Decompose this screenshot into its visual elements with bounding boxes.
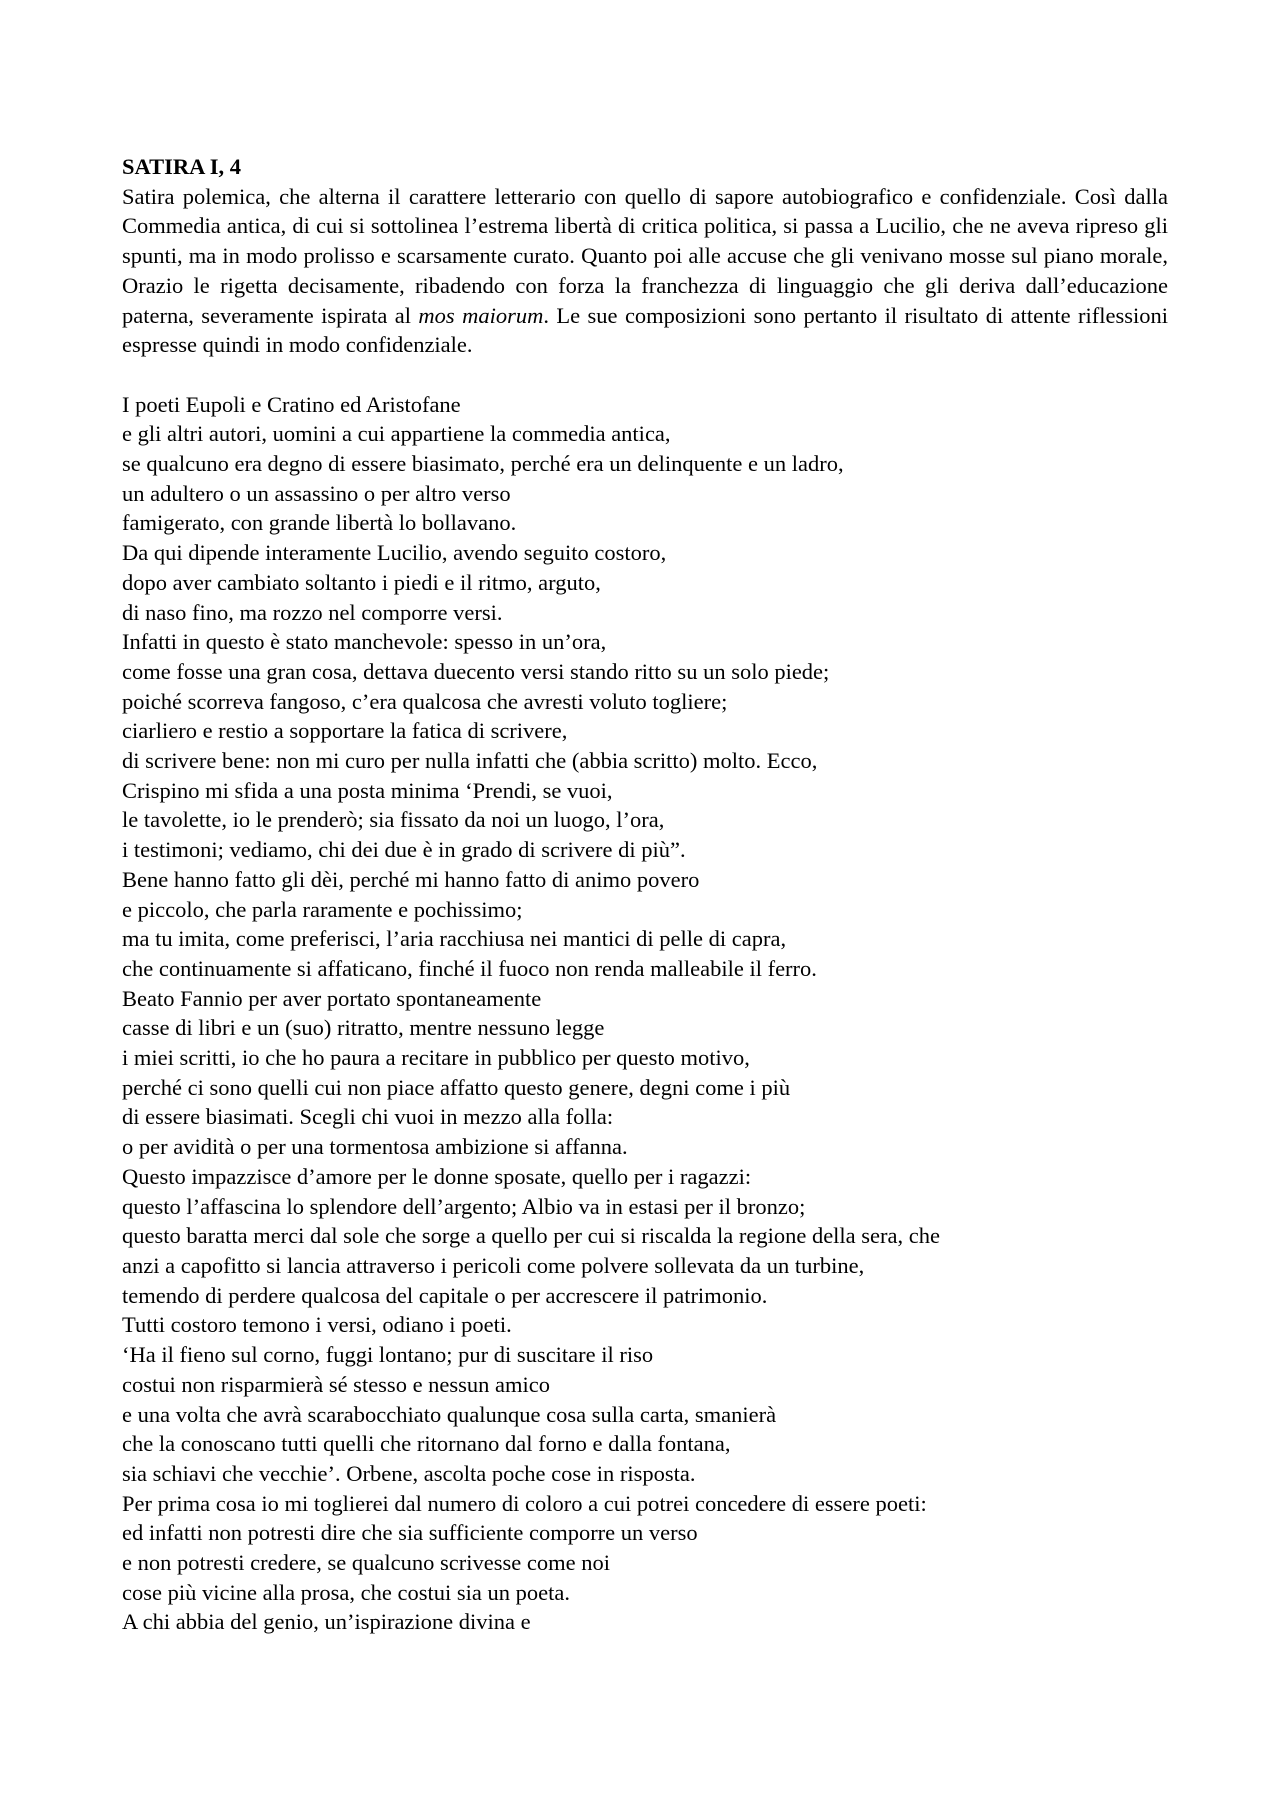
intro-paragraph [122,182,1168,360]
verse-translation [122,390,1168,1638]
verse-line: casse di libri e un (suo) ritratto, mentre nessuno legge [122,1015,605,1041]
verse-line: Tutti costoro temono i versi, odiano i poeti. [122,1312,512,1338]
verse-line: famigerato, con grande libertà lo bollavano. [122,510,517,536]
verse-line: Da qui dipende interamente Lucilio, avendo seguito costoro, [122,540,667,566]
verse-line: ma tu imita, come preferisci, l’aria racchiusa nei mantici di pelle di capra, [122,926,787,952]
verse-line: ciarliero e restio a sopportare la fatica di scrivere, [122,718,568,744]
verse-line: sia schiavi che vecchie’. Orbene, ascolta poche cose in risposta. [122,1460,696,1486]
verse-line: ed infatti non potresti dire che sia sufficiente comporre un verso [122,1520,698,1546]
verse-line: i miei scritti, io che ho paura a recitare in pubblico per questo motivo, [122,1045,750,1071]
paragraph-spacer [122,360,1168,390]
document-page [122,152,1168,1637]
verse-line: Beato Fannio per aver portato spontaneamente [122,985,542,1011]
verse-line: ‘Ha il fieno sul corno, fuggi lontano; pur di suscitare il riso [122,1342,654,1368]
verse-line: Crispino mi sfida a una posta minima ‘Prendi, se vuoi, [122,777,613,803]
verse-line: Per prima cosa io mi toglierei dal numero di coloro a cui potrei concedere di essere poeti: [122,1490,927,1516]
verse-line: o per avidità o per una tormentosa ambizione si affanna. [122,1134,628,1160]
verse-line: di essere biasimati. Scegli chi vuoi in mezzo alla folla: [122,1104,614,1130]
section-title: SATIRA I, 4 [122,154,241,179]
verse-line: perché ci sono quelli cui non piace affatto questo genere, degni come i più [122,1074,791,1100]
verse-line: e non potresti credere, se qualcuno scrivesse come noi [122,1550,610,1576]
verse-line: un adultero o un assassino o per altro verso [122,480,511,506]
verse-line: dopo aver cambiato soltanto i piedi e il ritmo, arguto, [122,569,601,595]
verse-line: e gli altri autori, uomini a cui appartiene la commedia antica, [122,421,671,447]
verse-line: Questo impazzisce d’amore per le donne sposate, quello per i ragazzi: [122,1163,752,1189]
verse-line: poiché scorreva fangoso, c’era qualcosa che avresti voluto togliere; [122,688,728,714]
verse-line: i testimoni; vediamo, chi dei due è in grado di scrivere di più”. [122,837,686,863]
verse-line: che la conoscano tutti quelli che ritornano dal forno e dalla fontana, [122,1431,731,1457]
verse-line: cose più vicine alla prosa, che costui sia un poeta. [122,1579,570,1605]
verse-line: di scrivere bene: non mi curo per nulla infatti che (abbia scritto) molto. Ecco, [122,748,818,774]
verse-line: costui non risparmierà sé stesso e nessun amico [122,1371,551,1397]
verse-line: e una volta che avrà scarabocchiato qualunque cosa sulla carta, smanierà [122,1401,777,1427]
verse-line: temendo di perdere qualcosa del capitale o per accrescere il patrimonio. [122,1282,768,1308]
intro-text-part1: Satira polemica, che alterna il carattere letterario con quello di sapore autobiografico e confidenziale. Così dalla Commedia antica, di cui si sottolinea l’estrema libertà di critica politica, si passa a Lucilio, che ne aveva ripreso gli spunti, ma in modo prolisso e scarsamente curato. Quanto poi alle accuse che gli venivano mosse sul piano morale, Orazio le rigetta decisamente, ribadendo con forza la franchezza di linguaggio che gli deriva dall’educazione paterna, severamente ispirata al [122,183,1168,328]
verse-line: di naso fino, ma rozzo nel comporre versi. [122,599,503,625]
verse-line: che continuamente si affaticano, finché il fuoco non renda malleabile il ferro. [122,955,817,981]
verse-line: A chi abbia del genio, un’ispirazione divina e [122,1609,531,1635]
intro-italic-term: mos maiorum [418,302,544,328]
verse-line: questo l’affascina lo splendore dell’argento; Albio va in estasi per il bronzo; [122,1193,806,1219]
verse-line: come fosse una gran cosa, dettava duecento versi stando ritto su un solo piede; [122,658,830,684]
verse-line: questo baratta merci dal sole che sorge a quello per cui si riscalda la regione della sera, che [122,1223,940,1249]
verse-line: e piccolo, che parla raramente e pochissimo; [122,896,523,922]
verse-line: le tavolette, io le prenderò; sia fissato da noi un luogo, l’ora, [122,807,665,833]
verse-line: se qualcuno era degno di essere biasimato, perché era un delinquente e un ladro, [122,451,844,477]
verse-line: Infatti in questo è stato manchevole: spesso in un’ora, [122,629,607,655]
verse-line: Bene hanno fatto gli dèi, perché mi hanno fatto di animo povero [122,866,700,892]
verse-line: anzi a capofitto si lancia attraverso i pericoli come polvere sollevata da un turbine, [122,1253,865,1278]
verse-line: I poeti Eupoli e Cratino ed Aristofane [122,391,461,417]
intro-text-part2: . Le sue composizioni sono pertanto il risultato di attente riflessioni espresse quindi in modo confidenziale. [122,302,1169,358]
